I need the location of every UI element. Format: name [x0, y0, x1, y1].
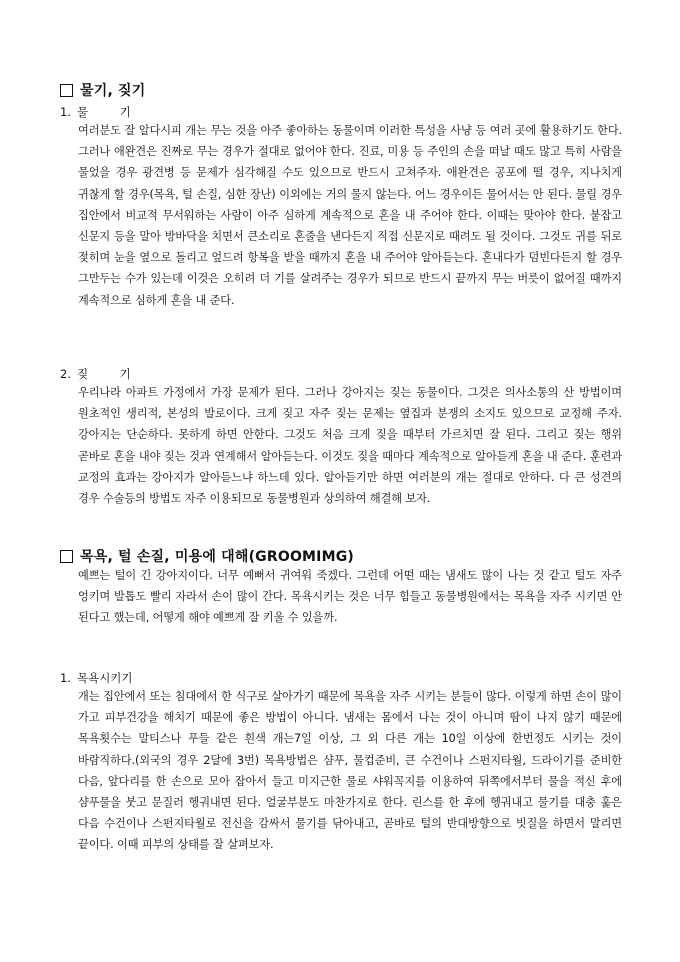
paragraph-biting: 여러분도 잘 알다시피 개는 무는 것을 아주 좋아하는 동물이며 이러한 특성을 사냥 등 여러 곳에 활용하기도 한다. 그러나 애완견은 진짜로 무는 경우가 절대로 없어야 한다. 진료, 미용 등 주인의 손을 떠날 때도 많고 특히 사람을 물었을 경우 광견병 등 문제가 심각해질 수도 있으므로 반드시 고쳐주자. 애완견은 공포에 떨 경우, 지나치게 귀찮게 할 경우(목욕, 털 손질, 심한 장난) 이외에는 거의 물지 않는다. 어느 경우이든 물어서는 안 된다. 물릴 경우 집안에서 비교적 무서워하는 사람이 아주 심하게 계속적으로 혼을 내 주어야 한다. 이때는 맞아야 한다. 붙잡고 신문지 등을 말아 방바닥을 치면서 큰소리로 혼줄을 낸다든지 직접 신문지로 때려도 될 것이다. 그것도 귀를 뒤로 젖히며 눈을 옆으로 돌리고 엎드려 항복을 받을 때까지 혼을 내 주어야 알아듣는다. 혼내다가 덤빈다든지 할 경우 그만두는 수가 있는데 이것은 오히려 더 기를 살려주는 경우가 되므로 반드시 끝까지 무는 버릇이 없어질 때까지 계속적으로 심하게 혼을 내 준다.	[78, 124, 622, 307]
item-number: 1.	[60, 671, 71, 685]
item-label: 짖 기	[76, 367, 145, 381]
checkbox-square-icon	[60, 84, 73, 97]
paragraph-bathing: 개는 집안에서 또는 침대에서 한 식구로 살아가기 때문에 목욕을 자주 시키는 분들이 많다. 이렇게 하면 손이 많이 가고 피부건강을 해치기 때문에 좋은 방법이 아니다. 냄새는 몸에서 나는 것이 아니며 땀이 나지 않기 때문에 목욕횟수는 말티스나 푸들 같은 흰색 개는7일 이상, 그 외 다른 개는 10일 이상에 한번정도 시키는 것이 바람직하다.(외국의 경우 2달에 3번) 목욕방법은 샴푸, 물컵준비, 큰 수건이나 스펀지타월, 드라이기를 준비한 다음, 앞다리를 한 손으로 모아 잡아서 들고 미지근한 물로 샤워꼭지를 이용하여 뒤쪽에서부터 물을 적신 후에 샴푸물을 붓고 문질러 헹궈내면 된다. 얼굴부분도 마찬가지로 한다. 린스를 한 후에 헹궈내고 물기를 대충 훑은 다음 수건이나 스펀지타월로 전신을 감싸서 물기를 닦아내고, 곧바로 털의 반대방향으로 빗질을 하면서 말리면 끝이다. 이때 피부의 상태를 잘 살펴보자.	[78, 690, 622, 852]
checkbox-square-icon	[60, 550, 73, 563]
subheading-biting	[60, 104, 145, 120]
item-number: 1.	[60, 105, 71, 119]
section-title: 목욕, 털 손질, 미용에 대해(GROOMIMG)	[80, 549, 355, 565]
paragraph-grooming-intro: 예쁘는 털이 긴 강아지이다. 너무 예뻐서 귀여워 죽겠다. 그런데 어떤 때는 냄새도 많이 나는 것 같고 털도 자주 엉키며 발톱도 빨리 자라서 손이 많이 간다. 목욕시키는 것은 너무 힘들고 동물병원에서는 목욕을 자주 시키면 안 된다고 했는데, 어떻게 해야 예쁘게 잘 키울 수 있을까.	[78, 569, 622, 625]
section-heading-biting-barking	[60, 80, 146, 100]
subheading-bathing	[60, 670, 133, 686]
paragraph-barking: 우리나라 아파트 가정에서 가장 문제가 된다. 그러나 강아지는 짖는 동물이다. 그것은 의사소통의 산 방법이며 원초적인 생리적, 본성의 발로이다. 크게 짖고 자주 짖는 문제는 옆집과 분쟁의 소지도 있으므로 교정해 주자. 강아지는 단순하다. 못하게 하면 안한다. 그것도 처음 크게 짖을 때부터 가르치면 잘 된다. 그리고 짖는 행위 곧바로 혼을 내야 짖는 것과 연계해서 알아듣는다. 이것도 짖을 때마다 계속적으로 알아듣게 혼을 내 준다. 훈련과 교정의 효과는 강아지가 알아듣느냐 하느데 있다. 알아듣기만 하면 여러분의 개는 절대로 안하다. 다 큰 성견의 경우 수술등의 방법도 자주 이용되므로 동물병원과 상의하여 해결해 보자.	[78, 386, 622, 506]
item-label: 목욕시키기	[76, 671, 133, 685]
subheading-barking	[60, 366, 145, 382]
section-heading-grooming	[60, 546, 354, 566]
item-number: 2.	[60, 367, 71, 381]
section-title: 물기, 짖기	[80, 83, 146, 99]
item-label: 물 기	[76, 105, 145, 119]
